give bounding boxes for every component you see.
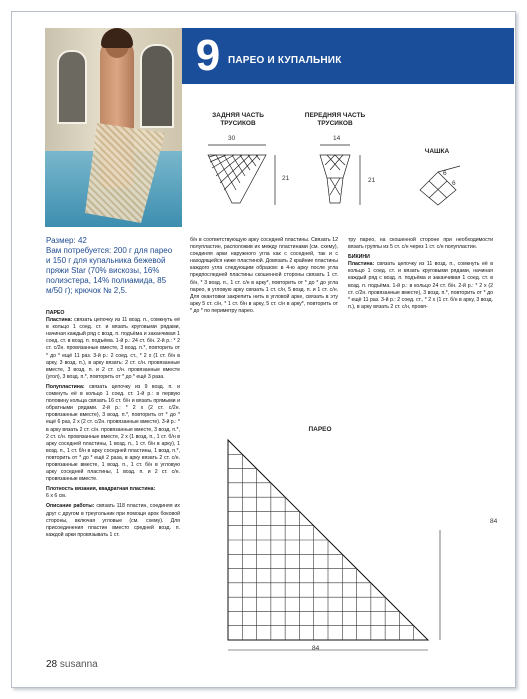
back-label: ЗАДНЯЯ ЧАСТЬ ТРУСИКОВ xyxy=(212,112,264,127)
half-plastina-heading: Полупластина: xyxy=(46,383,85,390)
column-2-text: б/н в соответствующую арку соседней пластины. Связать 12 полупластин, расположив их между пластинами (см. схему), соединяя арки наружного угла как с соседней, так и с находящейся ниже пластиной. Довязать 2 крайние пластины каждого угла следующим образом: в 4-ю арку после угла предпоследней пластины скошенной стороны связать 1 ст. б/н, * 3 возд. п., 1 ст. с/н в арку*, повторить от * до * до угла парео, в угловую арку связать 1 ст. с/н, 5 возд. п. и 1 ст. с/н. Для окантовки закрепить нить в угловой арке, связать в эту арку 5 ст. с/н, * 1 ст. б/н в арку, 5 ст. с/н в арку*, повторить от * до * по периметру парео. xyxy=(190,237,338,314)
pareo-heading: ПАРЕО xyxy=(46,310,65,316)
page-number: 28 xyxy=(46,659,58,670)
pareo-scheme xyxy=(200,400,510,660)
cup-side-a: 6 xyxy=(443,170,447,177)
size-line: Размер: 42 xyxy=(46,236,87,245)
text-column-2 xyxy=(190,237,338,318)
project-number: 9 xyxy=(195,31,221,80)
pareo-height: 84 xyxy=(490,518,498,525)
page-footer xyxy=(46,659,98,670)
cup-label: ЧАШКА xyxy=(424,148,450,155)
plastina-heading: Пластина: xyxy=(46,317,73,324)
materials-line: Вам потребуется: 200 г для парео и 150 г для купальника бежевой пряжи Star (70% вискозы, 16% полиэстера, 14% полиамида, 85 м/50 г); крючок № 2,5. xyxy=(46,246,173,295)
front-width: 14 xyxy=(333,135,341,142)
pareo-scheme-title: ПАРЕО xyxy=(308,426,332,433)
plastina-text: связать цепочку из 11 возд. п., сомкнуть её в кольцо 1 соед. ст. и вязать круговыми рядами, начиная каждый ряд с возд. п. подъёма и заканчивая 1 соед. ст. в возд. п. подъёма. 1-й р.: 24 ст. б/н. 2-й р.: * 2 ст. с/2н. провязанные вместе, 3 возд. п.*, повторить от * до * ещё 11 раз. 3-й р.: 2 соед. ст., * 2 х (1 ст. б/н в арку, 3 возд. п.), в арку вязать: 2 ст. с/н. провязанные вместе, 3 возд. п. и 2 ст. с/н. провязанные вместе (угол), 3 возд. п.*, повторить от * до * ещё 3 раза. xyxy=(46,317,180,380)
front-height: 21 xyxy=(368,177,376,184)
work-description-text: связать 118 пластин, соединяя их друг с другом в треугольник при помощи арок боковой стороны, включая угловые (см. схему). Для присоединения пластин вместо средней возд. п. каждой арки провязывать 1 ст. xyxy=(46,503,180,538)
bikini-plastina-text: связать цепочку из 11 возд. п., сомкнуть её в кольцо 1 соед. ст. и вязать круговыми рядами, начиная каждый ряд с возд. п. подъёма и заканчивая 1 соед. ст. в возд. п. подъёма. 1-й р.: в кольцо 24 ст. б/н. 2-й р.: * 2 х (2 ст. с/2н. провязанные вместе), 3 возд. п.*, повторить от * до * ещё 11 раз. 3-й р.: 2 соед. ст., * 2 х (1 ст. б/н в арку, 3 возд. п.), в арку вязать 2 ст. с/н, провя- xyxy=(348,261,493,310)
text-column-1 xyxy=(46,310,180,542)
front-label: ПЕРЕДНЯЯ ЧАСТЬ ТРУСИКОВ xyxy=(304,112,366,127)
bikini-heading: БИКИНИ xyxy=(348,254,370,261)
bikini-plastina-heading: Пластина: xyxy=(348,261,375,268)
project-title: ПАРЕО И КУПАЛЬНИК xyxy=(228,55,342,66)
cup-side-b: 6 xyxy=(452,180,456,187)
half-plastina-text: связать цепочку из 9 возд. п. и сомкнуть её в кольцо 1 соед. ст. 1-й р.: в первую половину кольца связать 16 ст. б/н и вязать прямыми и обратными рядами. 2-й р.: * 2 х (2 ст. с/2н. провязанные вместе), 3 возд. п.*, повторить от * до * ещё 6 раз, 2 х (2 ст. с/2н. провязанные вместе). 3-й р.: * в арку вязать 2 ст. с/н. провязанные вместе, 3 возд. п.*, 2 ст. с/н. провязанные вместе, 2 х (1 возд. п., 1 ст. б/н в арку соседней пластины, 1 возд. п., 1 ст. б/н в арку), 1 возд. п., 1 ст. б/н в арку соседней пластины, 1 возд. п.*, повторить от * до * ещё 2 раза, в арку вязать 2 ст. с/н. провязанные вместе, 1 возд. п., 1 ст. б/н в угловую арку соседней пластины, 1 возд. п. и 2 ст. с/н. провязанные вместе. xyxy=(46,383,181,483)
magazine-brand: susanna xyxy=(59,659,98,670)
back-height: 21 xyxy=(282,175,290,182)
front-shape xyxy=(320,155,350,203)
materials-intro xyxy=(46,236,178,296)
bikini-scheme-drawings xyxy=(190,100,510,210)
density-text: 6 х 6 см. xyxy=(46,493,67,500)
pareo-grid xyxy=(200,400,510,660)
column-3-text: тру парео, на скошенной стороне при необходимости вязать группы из 5 ст. с/н через 1 ст. с/н полупластин. xyxy=(348,237,493,251)
back-width: 30 xyxy=(228,135,236,142)
text-column-3 xyxy=(348,237,493,314)
back-shape xyxy=(208,155,266,203)
model-photo xyxy=(45,28,182,227)
work-description-heading: Описание работы: xyxy=(46,503,95,510)
pareo-width: 84 xyxy=(312,645,320,652)
bikini-schemes xyxy=(190,100,510,210)
density-heading: Плотность вязания, квадратная пластина: xyxy=(46,486,156,493)
cup-shape xyxy=(420,172,456,205)
